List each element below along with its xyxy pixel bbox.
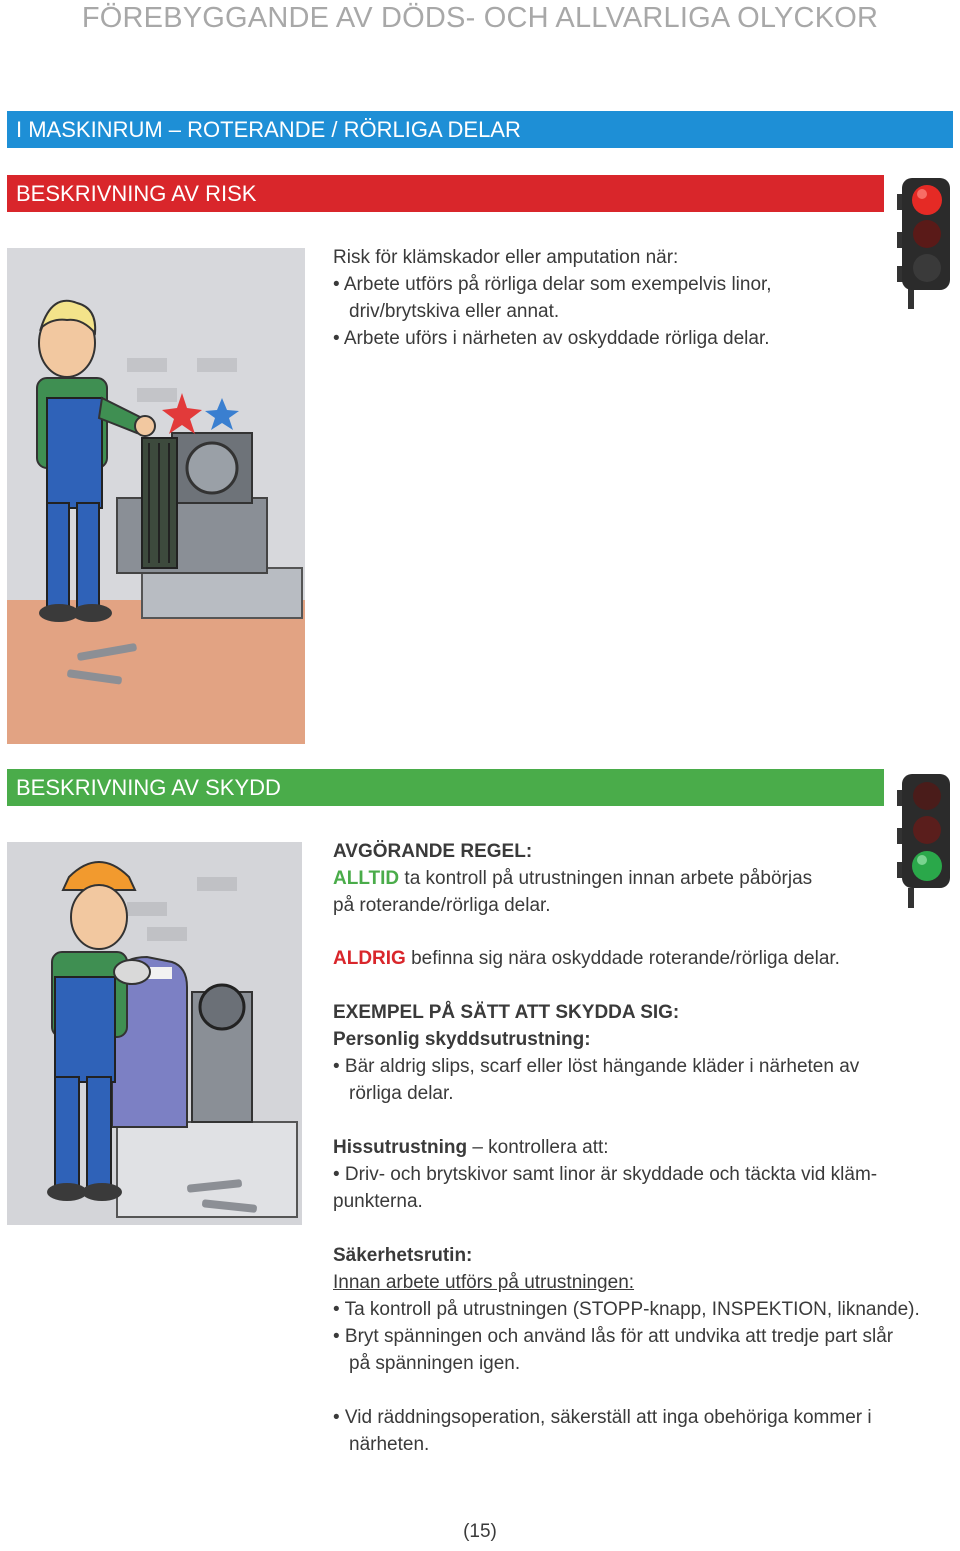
section-title-band: I MASKINRUM – ROTERANDE / RÖRLIGA DELAR (7, 111, 953, 148)
risk-description (333, 244, 772, 352)
never-text: befinna sig nära oskyddade roterande/rörliga delar. (405, 948, 840, 969)
risk-line: driv/brytskiva eller annat. (349, 301, 560, 322)
page-header: FÖREBYGGANDE AV DÖDS- OCH ALLVARLIGA OLYCKOR (81, 2, 879, 34)
always-rule-continued: på roterande/rörliga delar. (333, 895, 551, 916)
always-rule (333, 865, 920, 892)
lift-line: punkterna. (333, 1191, 423, 1212)
lift-heading: Hissutrustning (333, 1137, 468, 1158)
risk-heading-band: BESKRIVNING AV RISK (7, 175, 884, 212)
safety-line: • Bryt spänningen och använd lås för att undvika att tredje part slår (333, 1326, 894, 1347)
never-rule (333, 945, 920, 972)
ppe-line: • Bär aldrig slips, scarf eller löst hängande kläder i närheten av (333, 1056, 860, 1077)
rescue-line: närheten. (349, 1434, 430, 1455)
protected-worker-illustration (7, 842, 302, 1225)
never-word: ALDRIG (333, 948, 406, 969)
safety-line: på spänningen igen. (349, 1353, 521, 1374)
ppe-line: rörliga delar. (349, 1083, 454, 1104)
protection-heading-band: BESKRIVNING AV SKYDD (7, 769, 884, 806)
risk-line: Risk för klämskador eller amputation när: (333, 247, 679, 268)
page-number: (15) (463, 1521, 497, 1542)
safety-line: • Ta kontroll på utrustningen (STOPP-knapp, INSPEKTION, liknande). (333, 1299, 920, 1320)
worker-injury-illustration (7, 248, 305, 744)
ppe-heading: Personlig skyddsutrustning: (333, 1029, 591, 1050)
safety-heading: Säkerhetsrutin: (333, 1245, 473, 1266)
risk-line: • Arbete utförs på rörliga delar som exempelvis linor, (333, 274, 772, 295)
rescue-line: • Vid räddningsoperation, säkerställ att inga obehöriga kommer i (333, 1407, 872, 1428)
safety-subheading: Innan arbete utförs på utrustningen: (333, 1272, 635, 1293)
protection-description (333, 838, 920, 1458)
risk-line: • Arbete uförs i närheten av oskyddade rörliga delar. (333, 328, 770, 349)
red-traffic-light-icon (894, 174, 954, 310)
always-word: ALLTID (333, 868, 400, 889)
rule-heading: AVGÖRANDE REGEL: (333, 841, 533, 862)
lift-line: • Driv- och brytskivor samt linor är skyddade och täckta vid kläm- (333, 1164, 878, 1185)
lift-heading-line (333, 1134, 920, 1161)
lift-heading-rest: – kontrollera att: (467, 1137, 609, 1158)
example-heading: EXEMPEL PÅ SÄTT ATT SKYDDA SIG: (333, 1002, 680, 1023)
always-text: ta kontroll på utrustningen innan arbete påbörjas (399, 868, 813, 889)
